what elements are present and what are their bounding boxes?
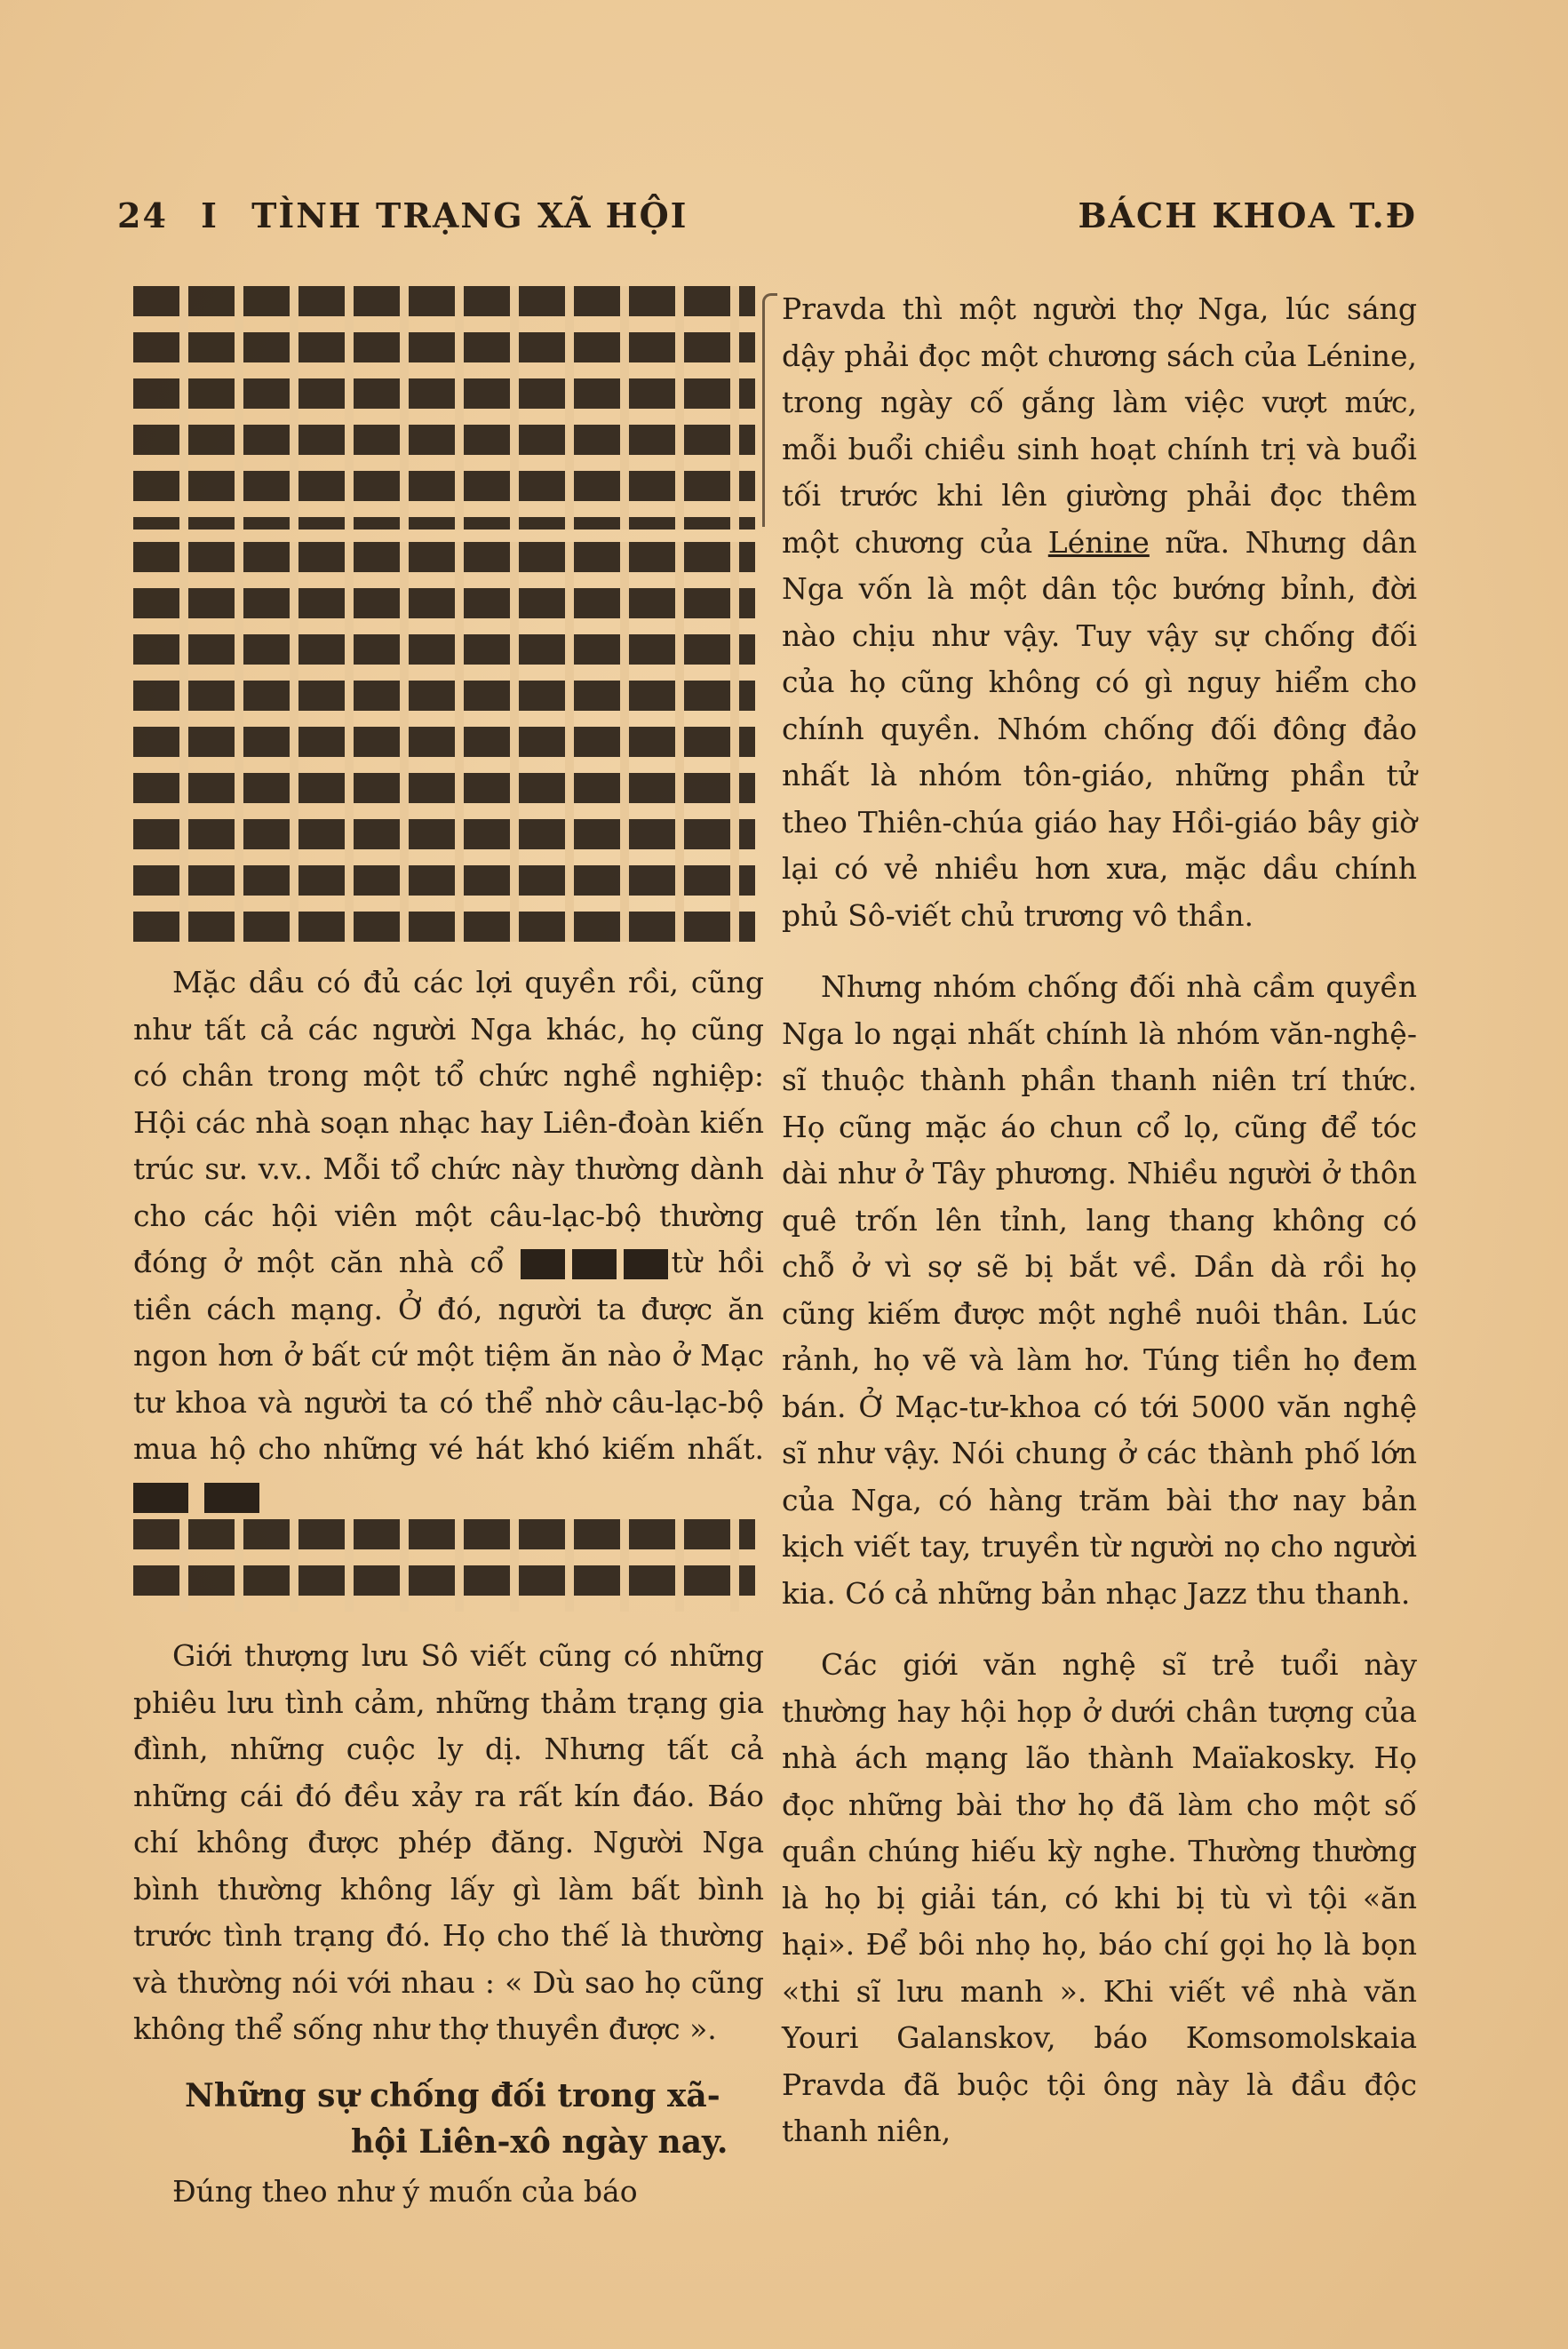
right-column [782,286,1417,2155]
censored-block [133,1519,755,1612]
paragraph: Giới thượng lưu Sô viết cũng có những phiêu lưu tình cảm, những thảm trạng gia đình, những cuộc ly dị. Nhưng tất cả những cái đó đều xảy ra rất kín đáo. Báo chí không được phép đăng. Người Nga bình thường không lấy gì làm bất bình trước tình trạng đó. Họ cho thế là thường và thường nói với nhau : « Dù sao họ cũng không thể sống như thợ thuyền được ». [133,1638,764,2046]
paragraph-text: từ hồi tiền cách mạng. Ở đó, người ta được ăn ngon hơn ở bất cứ một tiệm ăn nào ở Mạc tư khoa và người ta có thể nhờ câu-lạc-bộ mua hộ cho những vé hát khó kiếm nhất. [133,1245,764,1466]
paragraph [133,960,764,1519]
page-number: 24 [117,195,168,235]
paragraph: Đúng theo như ý muốn của báo [172,2173,638,2209]
running-head [117,195,1417,249]
paragraph-gap [782,939,1417,964]
heading-line: hội Liên-xô ngày nay. [351,2122,728,2161]
header-separator: I [201,195,219,235]
heading-line: Những sự chống đối trong xã- [185,2076,720,2114]
underlined-word: Lénine [1047,524,1150,560]
censored-inline [133,1483,267,1513]
paragraph: Nhưng nhóm chống đối nhà cầm quyền Nga lo ngại nhất chính là nhóm văn-nghệ-sĩ thuộc thành phần thanh niên trí thức. Họ cũng mặc áo chun cổ lọ, cũng để tóc dài như ở Tây phương. Nhiều người ở thôn quê trốn lên tỉnh, lang thang không có chỗ ở vì sợ sẽ bị bắt về. Dần dà rồi họ cũng kiếm được một nghề nuôi thân. Lúc rảnh, họ vẽ và làm hơ. Túng tiền họ đem bán. Ở Mạc-tư-khoa có tới 5000 văn nghệ sĩ như vậy. Nói chung ở các thành phố lớn của Nga, có hàng trăm bài thơ nay bản kịch viết tay, truyền từ người nọ cho người kia. Có cả những bản nhạc Jazz thu thanh. [782,969,1417,1611]
paragraph-gap [782,1617,1417,1642]
running-head-left [117,195,707,235]
section-title: TÌNH TRẠNG XÃ HỘI [251,195,688,235]
paragraph-text: Mặc dầu có đủ các lợi quyền rồi, cũng như tất cả các người Nga khác, họ cũng có chân trong một tổ chức nghề nghiệp: Hội các nhà soạn nhạc hay Liên-đoàn kiến trúc sư. v.v.. Mỗi tổ chức này thường dành cho các hội viên một câu-lạc-bộ thường đóng ở một căn nhà cổ [133,965,764,1279]
left-column [133,286,764,2215]
censored-inline [521,1249,672,1279]
paragraph [782,286,1417,939]
censored-block [133,286,755,530]
section-heading [133,2073,764,2165]
paragraph-text: nữa. Nhưng dân Nga vốn là một dân tộc bướng bỉnh, đời nào chịu như vậy. Tuy vậy sự chống đối của họ cũng không có gì nguy hiểm cho chính quyền. Nhóm chống đối đông đảo nhất là nhóm tôn-giáo, những phần tử theo Thiên-chúa giáo hay Hồi-giáo bây giờ lại có vẻ nhiều hơn xưa, mặc dầu chính phủ Sô-viết chủ trương vô thần. [782,524,1418,933]
paragraph: Các giới văn nghệ sĩ trẻ tuổi này thường hay hội họp ở dưới chân tượng của nhà ách mạng lão thành Maïakosky. Họ đọc những bài thơ họ đã làm cho một số quần chúng hiếu kỳ nghe. Thường thường là họ bị giải tán, có khi bị tù vì tội «ăn hại». Để bôi nhọ họ, báo chí gọi họ là bọn «thi sĩ lưu manh ». Khi viết về nhà văn Youri Galanskov, báo Komsomolskaia Pravda đã buộc tội ông này là đầu độc thanh niên, [782,1647,1417,2148]
paragraph-text: Pravda thì một người thợ Nga, lúc sáng dậy phải đọc một chương sách của Lénine, trong ngày cố gắng làm việc vượt mức, mỗi buổi chiều sinh hoạt chính trị và buổi tối trước khi lên giường phải đọc thêm một chương của [782,291,1417,560]
censored-block [133,542,755,942]
margin-bracket [762,293,777,527]
publication-title: BÁCH KHOA T.Đ [1078,195,1417,235]
